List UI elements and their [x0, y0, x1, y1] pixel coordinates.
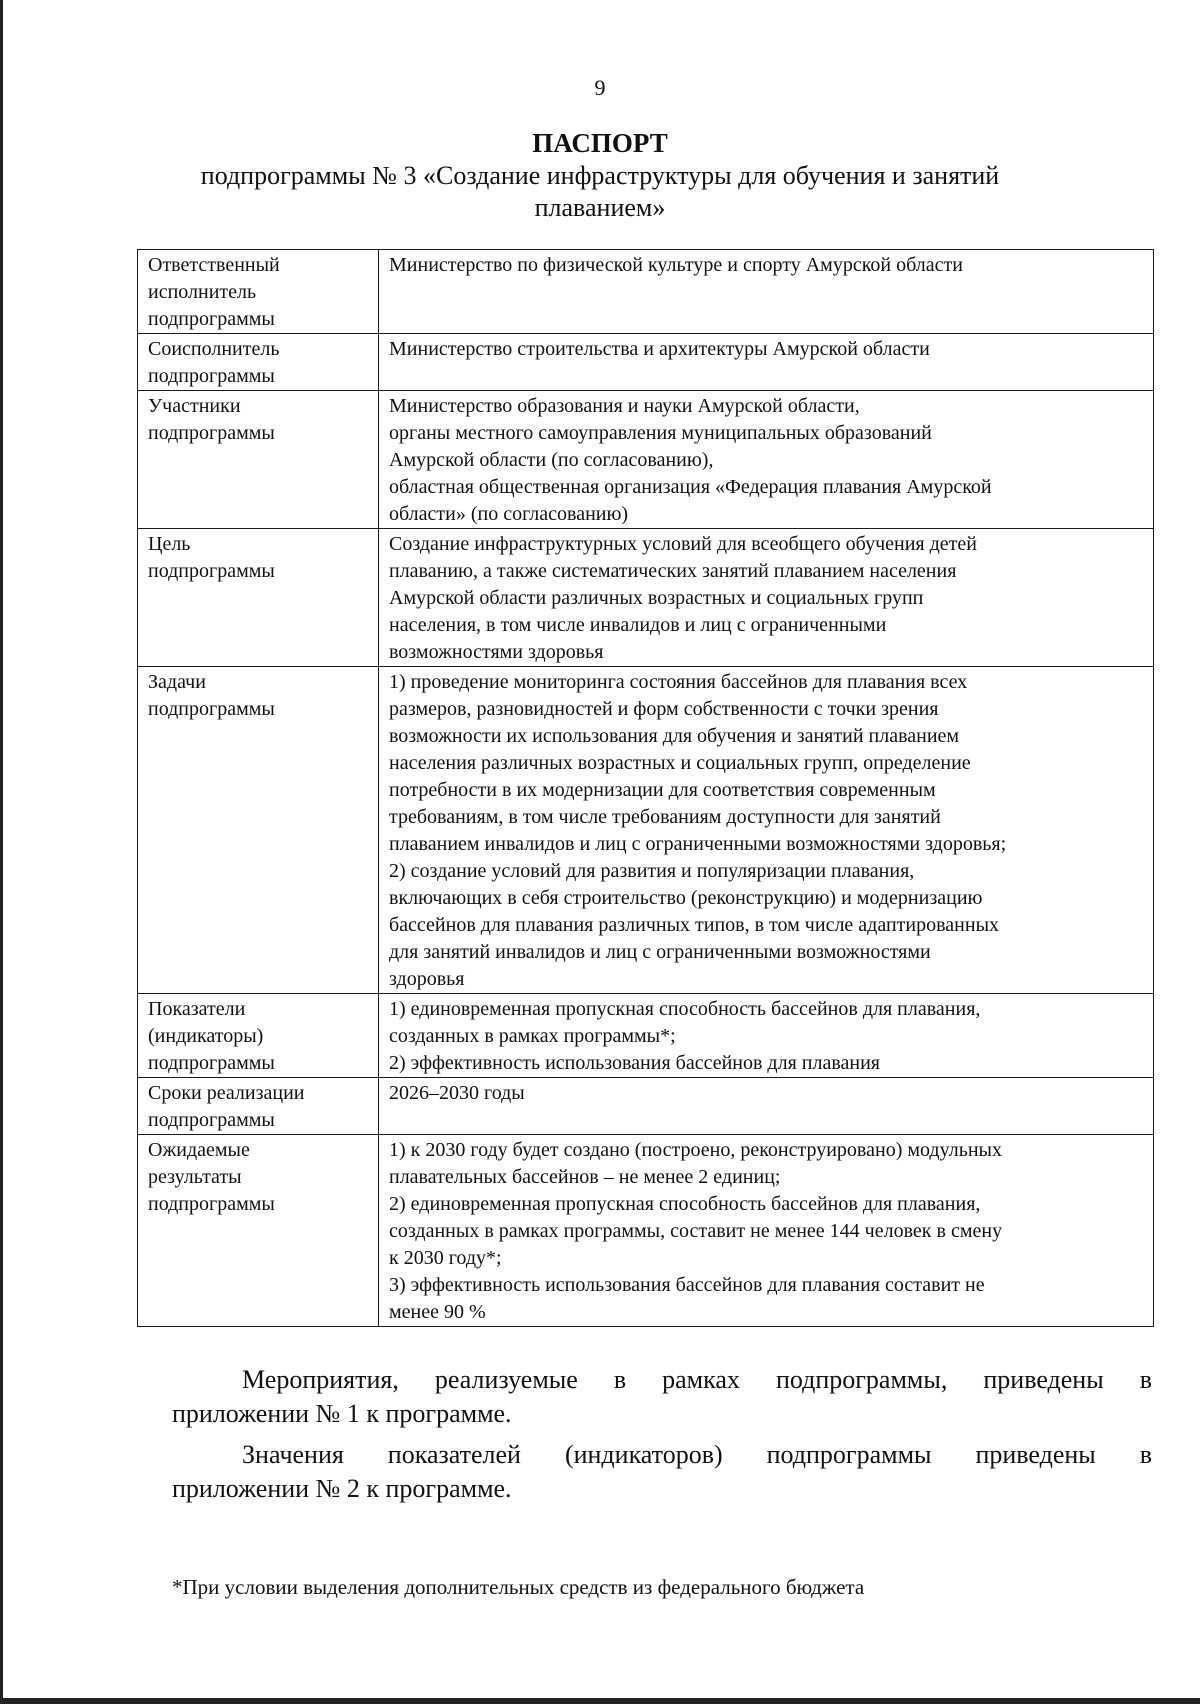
scan-edge-bottom — [0, 1698, 1200, 1704]
label-line: Задачи — [148, 671, 206, 693]
value-line: для занятий инвалидов и лиц с ограниченными возможностями — [389, 941, 931, 963]
value-line: Создание инфраструктурных условий для всеобщего обучения детей — [389, 533, 977, 555]
value-line: областная общественная организация «Федерация плавания Амурской — [389, 476, 992, 498]
label-line: исполнитель — [148, 281, 257, 303]
value-line: включающих в себя строительство (реконструкцию) и модернизацию — [389, 887, 983, 909]
value-line: бассейнов для плавания различных типов, в том числе адаптированных — [389, 914, 1000, 936]
label-line: подпрограммы — [148, 1052, 275, 1074]
label-line: подпрограммы — [148, 308, 275, 330]
subtitle-line: подпрограммы № 3 «Создание инфраструктуры для обучения и занятий — [200, 161, 1000, 190]
value-line: органы местного самоуправления муниципальных образований — [389, 422, 932, 444]
value-line: к 2030 году*; — [389, 1247, 502, 1269]
value-line: 1) единовременная пропускная способность бассейнов для плавания, — [389, 998, 981, 1020]
row-value-tasks — [379, 667, 1154, 994]
value-line: 2) эффективность использования бассейнов для плавания — [389, 1052, 881, 1074]
paragraph-measures — [172, 1363, 1152, 1431]
label-line: подпрограммы — [148, 1193, 275, 1215]
label-line: результаты — [148, 1166, 242, 1188]
value-line: Министерство образования и науки Амурской области, — [389, 395, 860, 417]
value-line: плавательных бассейнов – не менее 2 единиц; — [389, 1166, 781, 1188]
label-line: (индикаторы) — [148, 1025, 264, 1047]
value-line: созданных в рамках программы, составит не менее 144 человек в смену — [389, 1220, 1003, 1242]
row-value-timeline — [379, 1078, 1154, 1135]
value-line: населения различных возрастных и социальных групп, определение — [389, 752, 971, 774]
table-row — [138, 334, 1154, 391]
row-value-indicators — [379, 994, 1154, 1078]
row-value-expected-results — [379, 1135, 1154, 1327]
value-line: возможностями здоровья — [389, 641, 604, 663]
value-line: 1) к 2030 году будет создано (построено, реконструировано) модульных — [389, 1139, 1002, 1161]
label-line: подпрограммы — [148, 365, 275, 387]
value-line: Министерство по физической культуре и спорту Амурской области — [389, 254, 963, 276]
row-label-participants — [138, 391, 379, 529]
value-line: Министерство строительства и архитектуры Амурской области — [389, 338, 930, 360]
row-label-tasks — [138, 667, 379, 994]
row-value-participants — [379, 391, 1154, 529]
paragraph-indicator-values — [172, 1438, 1152, 1506]
table-row — [138, 529, 1154, 667]
value-line: населения, в том числе инвалидов и лиц с ограниченными — [389, 614, 887, 636]
row-value-goal — [379, 529, 1154, 667]
label-line: подпрограммы — [148, 698, 275, 720]
footnote: *При условии выделения дополнительных средств из федерального бюджета — [172, 1575, 865, 1599]
passport-table — [137, 249, 1154, 1327]
row-label-co-executor — [138, 334, 379, 391]
document-subtitle — [190, 160, 1010, 224]
value-line: 3) эффективность использования бассейнов для плавания составит не — [389, 1274, 985, 1296]
value-line: плаванием инвалидов и лиц с ограниченными возможностями здоровья; — [389, 833, 1007, 855]
table-row — [138, 667, 1154, 994]
label-line: подпрограммы — [148, 422, 275, 444]
paragraph-line: Значения показателей (индикаторов) подпрограммы приведены в — [242, 1440, 1152, 1469]
value-line: 2) единовременная пропускная способность бассейнов для плавания, — [389, 1193, 981, 1215]
row-label-goal — [138, 529, 379, 667]
value-line: потребности в их модернизации для соответствия современным — [389, 779, 936, 801]
row-label-timeline — [138, 1078, 379, 1135]
paragraph-line: Мероприятия, реализуемые в рамках подпрограммы, приведены в — [242, 1365, 1152, 1394]
value-line: здоровья — [389, 968, 465, 990]
label-line: Участники — [148, 395, 241, 417]
page-number: 9 — [594, 75, 606, 100]
value-line: 1) проведение мониторинга состояния бассейнов для плавания всех — [389, 671, 968, 693]
value-line: возможности их использования для обучения и занятий плаванием — [389, 725, 960, 747]
row-label-indicators — [138, 994, 379, 1078]
value-line: Амурской области различных возрастных и социальных групп — [389, 587, 924, 609]
document-title: ПАСПОРТ — [532, 128, 668, 158]
label-line: Цель — [148, 533, 191, 555]
value-line: созданных в рамках программы*; — [389, 1025, 676, 1047]
row-label-responsible-executor — [138, 250, 379, 334]
table-row — [138, 250, 1154, 334]
label-line: Ожидаемые — [148, 1139, 250, 1161]
row-value-responsible-executor — [379, 250, 1154, 334]
value-line: размеров, разновидностей и форм собственности с точки зрения — [389, 698, 939, 720]
paragraph-line: приложении № 2 к программе. — [172, 1474, 512, 1503]
label-line: Ответственный — [148, 254, 280, 276]
label-line: Соисполнитель — [148, 338, 280, 360]
value-line: 2026–2030 годы — [389, 1082, 525, 1104]
table-row — [138, 1135, 1154, 1327]
value-line: требованиям, в том числе требованиям доступности для занятий — [389, 806, 941, 828]
label-line: подпрограммы — [148, 560, 275, 582]
label-line: Сроки реализации — [148, 1082, 305, 1104]
paragraph-line: приложении № 1 к программе. — [172, 1399, 512, 1428]
scan-edge-left — [0, 0, 3, 1704]
table-row — [138, 1078, 1154, 1135]
row-label-expected-results — [138, 1135, 379, 1327]
value-line: Амурской области (по согласованию), — [389, 449, 714, 471]
value-line: 2) создание условий для развития и популяризации плавания, — [389, 860, 915, 882]
label-line: подпрограммы — [148, 1109, 275, 1131]
subtitle-line: плаванием» — [534, 193, 666, 222]
table-row — [138, 994, 1154, 1078]
value-line: плаванию, а также систематических занятий плаванием населения — [389, 560, 957, 582]
table-row — [138, 391, 1154, 529]
value-line: области» (по согласованию) — [389, 503, 629, 525]
row-value-co-executor — [379, 334, 1154, 391]
value-line: менее 90 % — [389, 1301, 486, 1323]
label-line: Показатели — [148, 998, 246, 1020]
